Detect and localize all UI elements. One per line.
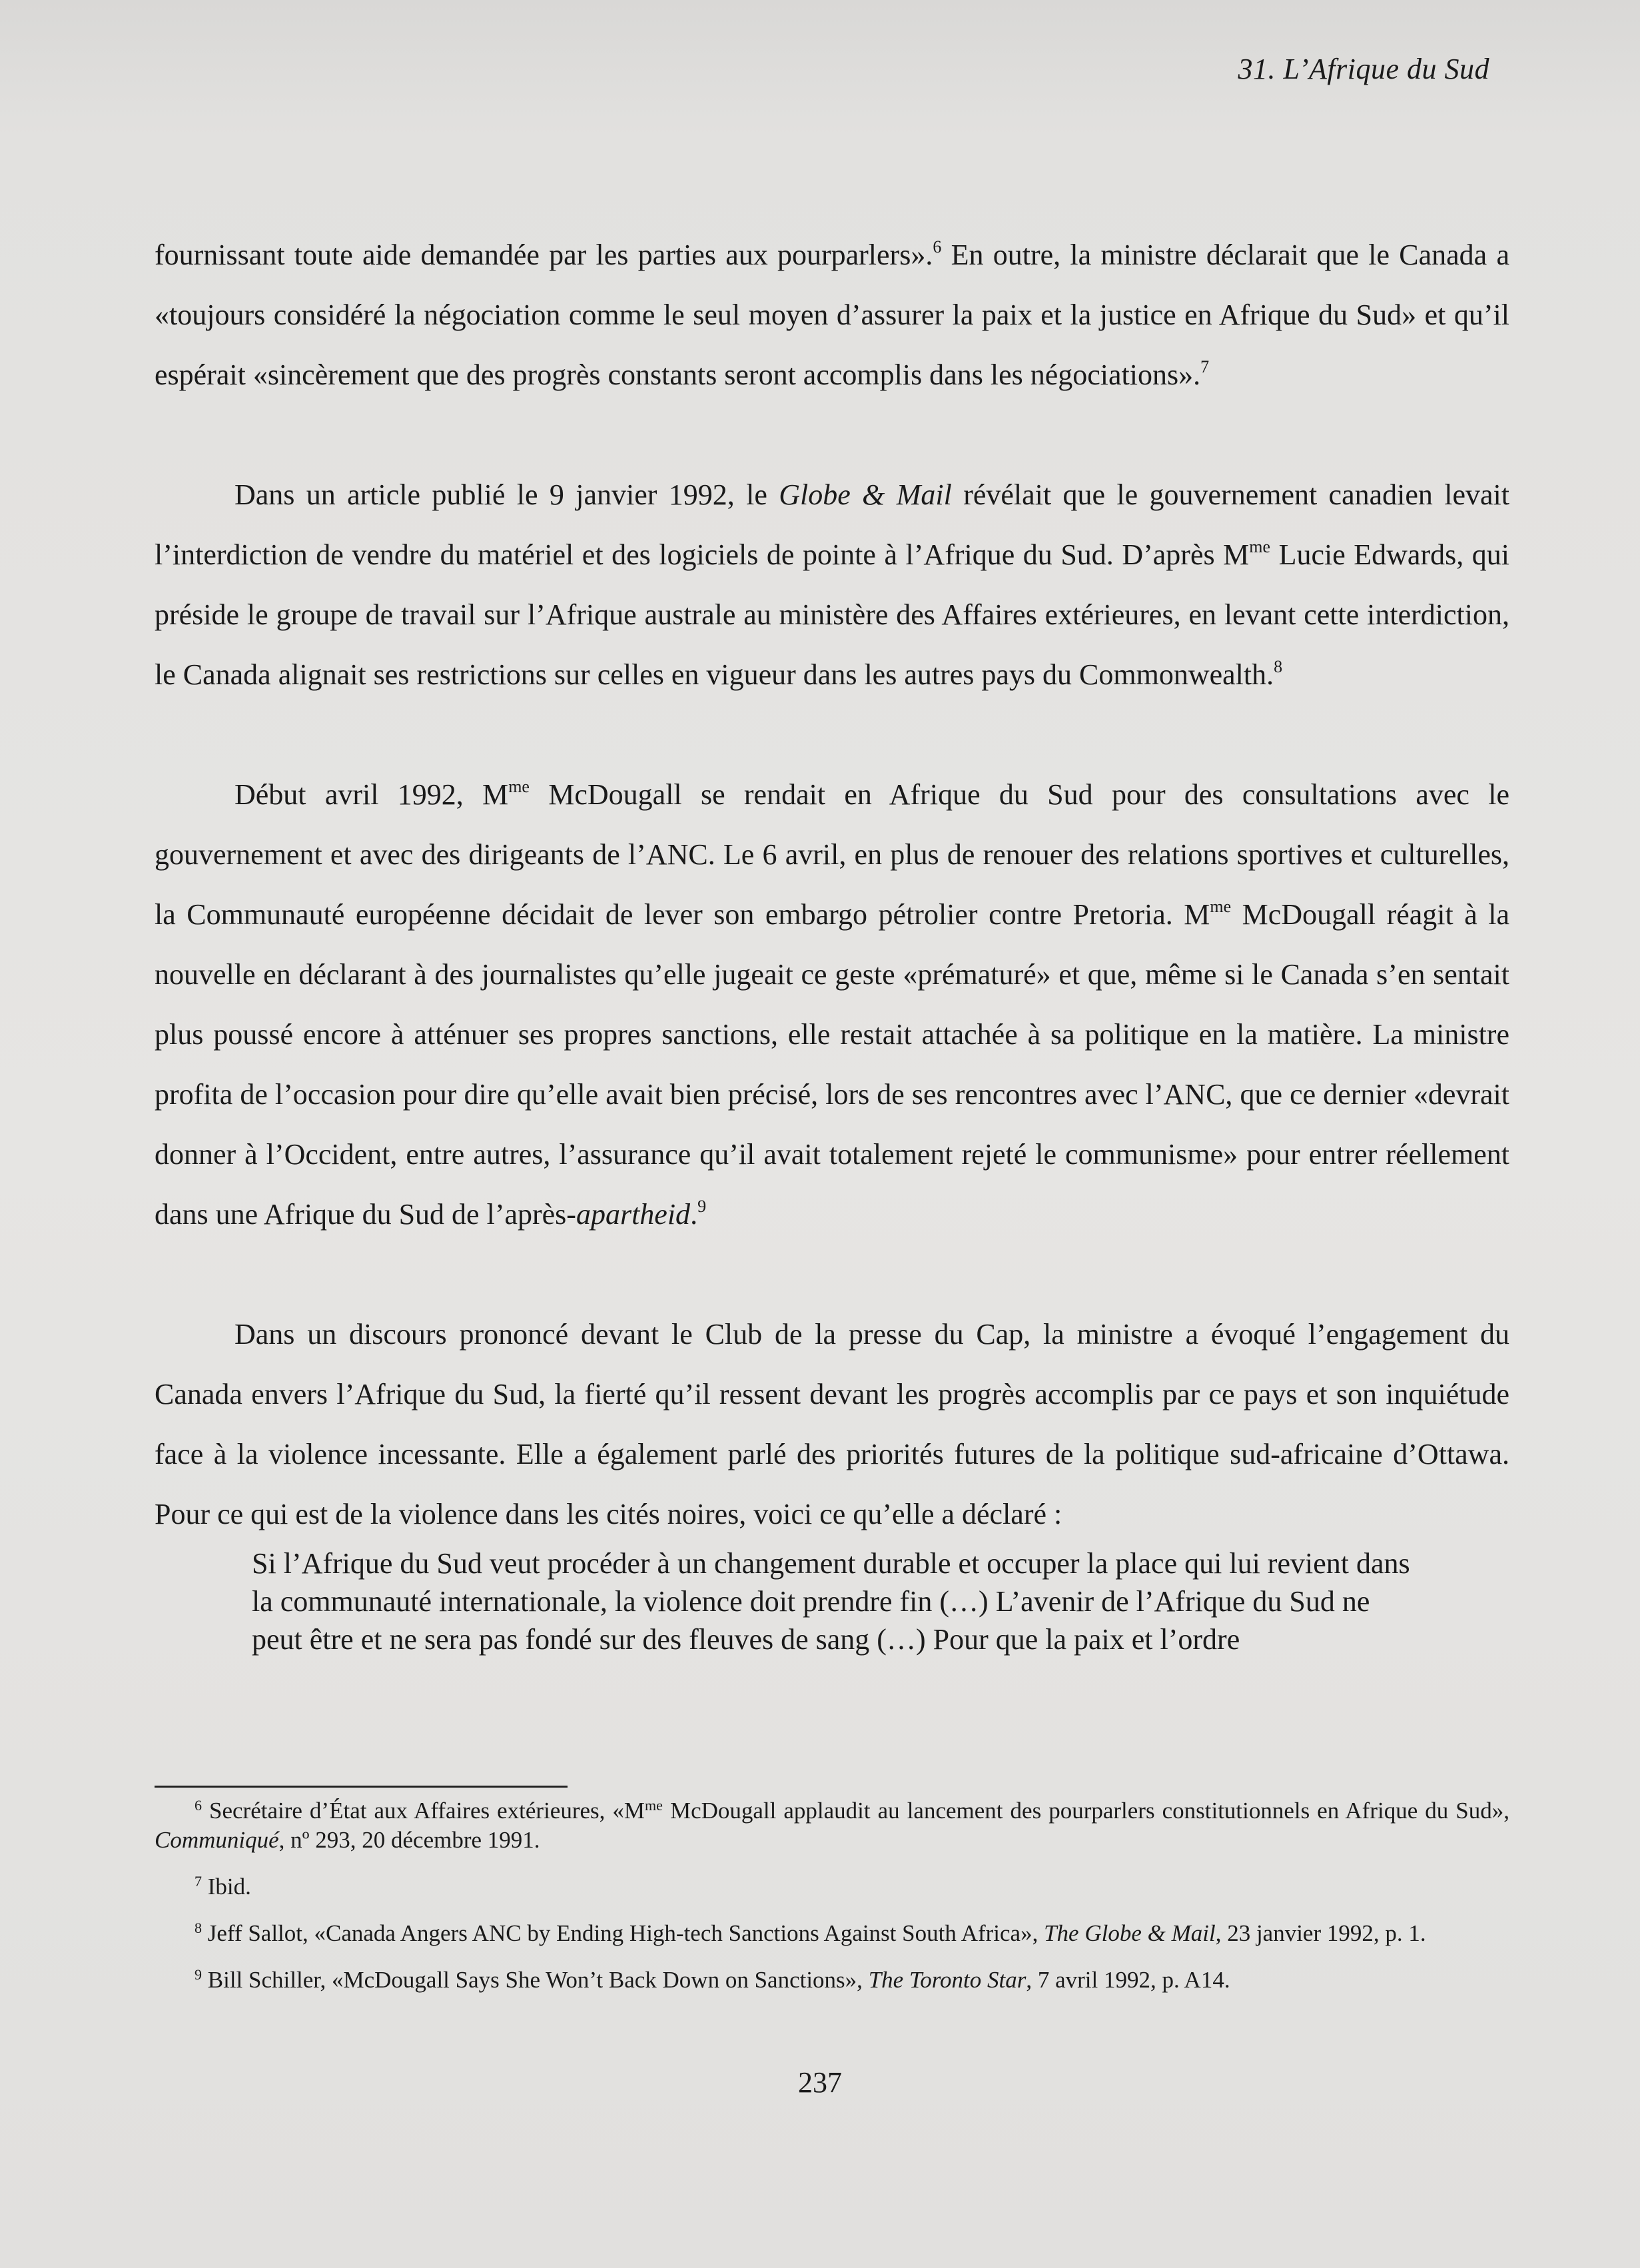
superscript: 9 [697, 1197, 707, 1216]
footnote: $^7$ Ibid. [195, 1873, 251, 1900]
superscript: me [645, 1797, 663, 1814]
emphasis: The Globe & Mail [1044, 1920, 1216, 1946]
superscript: 9 [195, 1966, 202, 1983]
footnote: $^6$ Secrétaire d’État aux Affaires extérieures, «$M^{me}$ McDougall applaudit au lancement des pourparlers constitutionnels en Afrique du Sud», Communiqué, nº 293, 20 décembre 1991. [155, 1797, 1509, 1853]
superscript: me [1210, 897, 1232, 916]
superscript: me [1249, 537, 1271, 556]
paragraph: Dans un discours prononcé devant le Club de la presse du Cap, la ministre a évoqué l’engagement du Canada envers l’Afrique du Sud, la fierté qu’il ressent devant les progrès accomplis par ce pays et son inquiétude face à la violence incessante. Elle a également parlé des priorités futures de la politique sud-africaine d’Ottawa. Pour ce qui est de la violence dans les cités noires, voici ce qu’elle a déclaré : [155, 1318, 1509, 1530]
running-header: 31. L’Afrique du Sud [1238, 53, 1489, 85]
superscript: 8 [195, 1920, 202, 1936]
footnotes [155, 1796, 1509, 2012]
emphasis: Globe & Mail [779, 478, 952, 511]
paragraph: Dans un article publié le 9 janvier 1992, le Globe & Mail révélait que le gouvernement canadien levait l’interdiction de vendre du matériel et des logiciels de pointe à l’Afrique du Sud. D’après $M^{me}$ Lucie Edwards, qui préside le groupe de travail sur l’Afrique australe au ministère des Affaires extérieures, en levant cette interdiction, le Canada alignait ses restrictions sur celles en vigueur dans les autres pays du Commonwealth.$^8$ [155, 478, 1509, 691]
footnote-divider [155, 1786, 568, 1788]
paragraph: Début avril 1992, $M^{me}$ McDougall se rendait en Afrique du Sud pour des consultations avec le gouvernement et avec des dirigeants de l’ANC. Le 6 avril, en plus de renouer des relations sportives et culturelles, la Communauté européenne décidait de lever son embargo pétrolier contre Pretoria. $M^{me}$ McDougall réagit à la nouvelle en déclarant à des journalistes qu’elle jugeait ce geste «prématuré» et que, même si le Canada s’en sentait plus poussé encore à atténuer ses propres sanctions, elle restait attachée à sa politique en la matière. La ministre profita de l’occasion pour dire qu’elle avait bien précisé, lors de ses rencontres avec l’ANC, que ce dernier «devrait donner à l’Occident, entre autres, l’assurance qu’il avait totalement rejeté le communisme» pour entrer réellement dans une Afrique du Sud de l’après-apartheid.$^9$ [155, 777, 1509, 1231]
superscript: me [508, 777, 530, 796]
superscript: 6 [933, 237, 942, 257]
emphasis: apartheid [576, 1198, 691, 1231]
footnote: $^8$ Jeff Sallot, «Canada Angers ANC by Ending High-tech Sanctions Against South Africa», The Globe & Mail, 23 janvier 1992, p. 1. [195, 1920, 1426, 1946]
footnote: $^9$ Bill Schiller, «McDougall Says She Won’t Back Down on Sanctions», The Toronto Star, 7 avril 1992, p. A14. [195, 1966, 1230, 1993]
superscript: 8 [1274, 657, 1283, 676]
emphasis: Communiqué [155, 1827, 279, 1853]
paragraph: fournissant toute aide demandée par les parties aux pourparlers».$^6$ En outre, la ministre déclarait que le Canada a «toujours considéré la négociation comme le seul moyen d’assurer la paix et la justice en Afrique du Sud» et qu’il espérait «sincèrement que des progrès constants seront accomplis dans les négociations».$^7$ [155, 237, 1509, 391]
superscript: 7 [1200, 357, 1210, 376]
page-number: 237 [798, 2066, 842, 2099]
emphasis: The Toronto Star [868, 1967, 1026, 1993]
superscript: 6 [195, 1797, 202, 1814]
superscript: 7 [195, 1873, 202, 1890]
body-text [155, 225, 1509, 1544]
block-quote: Si l’Afrique du Sud veut procéder à un changement durable et occuper la place qui lui revient dans la communauté internationale, la violence doit prendre fin (…) L’avenir de l’Afrique du Sud ne peut être et ne sera pas fondé sur des fleuves de sang (…) Pour que la paix et l’ordre [252, 1547, 1410, 1656]
